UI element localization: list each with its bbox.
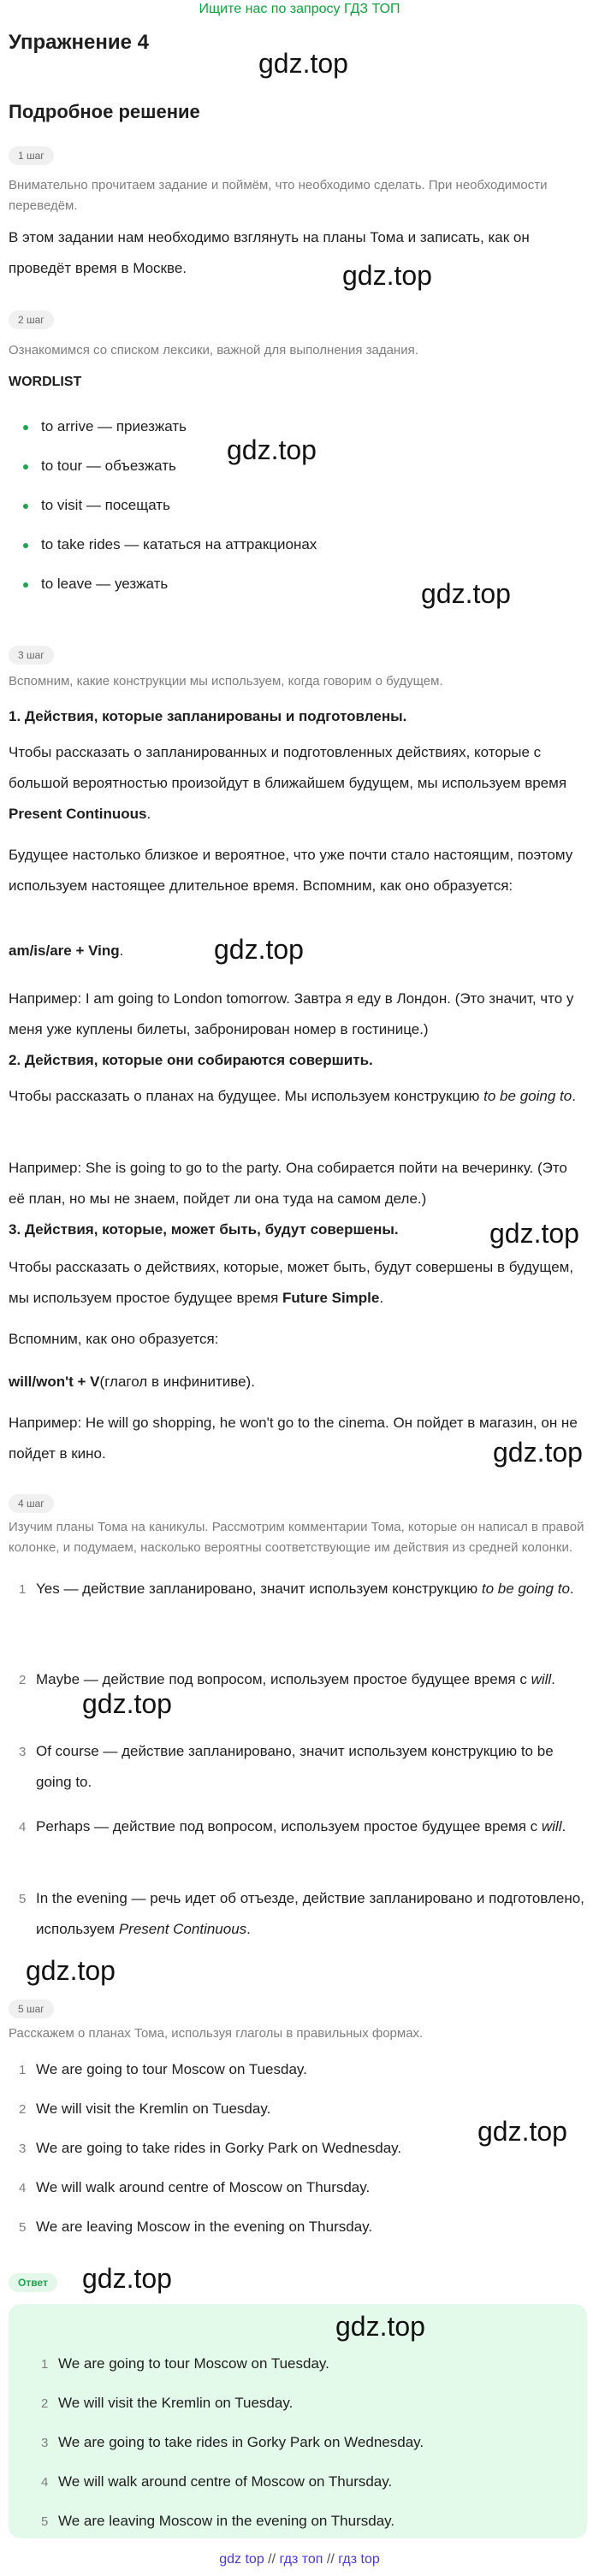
- section-3-formula: will/won't + V(глагол в инфинитиве).: [9, 1374, 255, 1390]
- answer-box: [9, 2304, 587, 2538]
- bullet-icon: [23, 425, 28, 430]
- footer-separator: //: [326, 2552, 335, 2567]
- word-item: to visit — посещать: [41, 497, 170, 513]
- bullet-icon: [23, 504, 28, 509]
- answer-badge: Ответ: [9, 2273, 57, 2292]
- watermark: gdz.top: [477, 2116, 567, 2147]
- list-number: 2: [41, 2396, 49, 2411]
- watermark: gdz.top: [82, 2263, 172, 2294]
- watermark: gdz.top: [335, 2311, 425, 2342]
- section-1-paragraph: Чтобы рассказать о запланированных и подготовленных действиях, которые с большой вероятностью произойдут в ближайшем будущем, мы используем время Present Continuous.: [9, 744, 567, 822]
- list-item: We will visit the Kremlin on Tuesday.: [36, 2100, 271, 2117]
- list-number: 5: [19, 2220, 27, 2235]
- list-item: In the evening — речь идет об отъезде, действие запланировано и подготовлено, используем Present Continuous.: [36, 1890, 584, 1937]
- bullet-icon: [23, 464, 28, 470]
- step-4-badge: 4 шаг: [9, 1494, 54, 1513]
- watermark: gdz.top: [214, 934, 304, 965]
- section-3-title: 3. Действия, которые, может быть, будут совершены.: [9, 1221, 399, 1238]
- wordlist-title: WORDLIST: [9, 375, 82, 389]
- list-number: 2: [19, 1673, 27, 1687]
- section-2-paragraph: Чтобы рассказать о планах на будущее. Мы используем конструкцию to be going to.: [9, 1088, 576, 1104]
- list-item: Of course — действие запланировано, значит используем конструкцию to be going to.: [36, 1743, 554, 1790]
- section-1-title: 1. Действия, которые запланированы и подготовлены.: [9, 708, 407, 724]
- answer-item: We will walk around centre of Moscow on Thursday.: [58, 2473, 393, 2490]
- list-number: 4: [19, 2181, 27, 2195]
- list-item: Yes — действие запланировано, значит используем конструкцию to be going to.: [36, 1580, 574, 1597]
- section-2-title: 2. Действия, которые они собираются совершить.: [9, 1052, 373, 1068]
- list-number: 3: [19, 2142, 27, 2156]
- watermark: gdz.top: [227, 434, 317, 465]
- step-1-badge: 1 шаг: [9, 146, 54, 165]
- watermark: gdz.top: [342, 260, 432, 291]
- watermark: gdz.top: [421, 578, 511, 609]
- list-number: 1: [19, 2063, 27, 2077]
- list-number: 3: [41, 2436, 49, 2450]
- section-3-example: Например: He will go shopping, he won't go to the cinema. Он пойдет в магазин, он не пойдет в кино.: [9, 1415, 578, 1462]
- watermark: gdz.top: [258, 48, 348, 79]
- list-item: Maybe — действие под вопросом, используем простое будущее время с will.: [36, 1671, 555, 1687]
- list-number: 1: [41, 2357, 49, 2372]
- list-item: We will walk around centre of Moscow on Thursday.: [36, 2179, 371, 2195]
- word-item: to tour — объезжать: [41, 458, 176, 474]
- step-2-badge: 2 шаг: [9, 310, 54, 329]
- watermark: gdz.top: [26, 1955, 116, 1986]
- word-item: to arrive — приезжать: [41, 418, 187, 434]
- step-1-note: Внимательно прочитаем задание и поймём, что необходимо сделать. При необходимости переведём.: [9, 178, 548, 213]
- step-3-badge: 3 шаг: [9, 646, 54, 665]
- list-number: 1: [19, 1582, 27, 1597]
- footer-link-1[interactable]: gdz top: [219, 2552, 264, 2567]
- bullet-icon: [23, 543, 28, 548]
- exercise-title: Упражнение 4: [9, 31, 149, 54]
- footer-separator: //: [268, 2552, 276, 2567]
- list-number: 4: [41, 2475, 49, 2490]
- answer-item: We are going to tour Moscow on Tuesday.: [58, 2355, 329, 2372]
- list-item: We are going to take rides in Gorky Park on Wednesday.: [36, 2140, 402, 2156]
- list-item: We are going to tour Moscow on Tuesday.: [36, 2061, 307, 2077]
- list-item: Perhaps — действие под вопросом, используем простое будущее время с will.: [36, 1818, 566, 1835]
- list-number: 3: [19, 1745, 27, 1759]
- section-2-example: Например: She is going to go to the party. Она собирается пойти на вечеринку. (Это её план, но мы не знаем, пойдет ли она туда на самом деле.): [9, 1160, 567, 1207]
- section-1-formula: am/is/are + Ving.: [9, 942, 124, 959]
- step-4-note: Изучим планы Тома на каникулы. Рассмотрим комментарии Тома, которые он написал в правой колонке, и подумаем, насколько вероятны соответствующие им действия из средней колонки.: [9, 1520, 584, 1555]
- word-item: to leave — уезжать: [41, 576, 169, 592]
- step-2-note: Ознакомимся со списком лексики, важной для выполнения задания.: [9, 343, 418, 357]
- answer-item: We are leaving Moscow in the evening on Thursday.: [58, 2513, 395, 2529]
- step-1-text: В этом задании нам необходимо взглянуть на планы Тома и записать, как он проведёт время в Москве.: [9, 229, 530, 276]
- list-number: 4: [19, 1820, 27, 1835]
- watermark: gdz.top: [493, 1437, 583, 1468]
- top-banner[interactable]: Ищите нас по запросу ГДЗ ТОП: [199, 2, 400, 16]
- list-number: 5: [41, 2514, 49, 2529]
- footer-links: [0, 2547, 599, 2573]
- bullet-icon: [23, 582, 28, 588]
- list-number: 5: [19, 1892, 27, 1906]
- step-5-note: Расскажем о планах Тома, используя глаголы в правильных формах.: [9, 2026, 424, 2041]
- footer-link-2[interactable]: гдз топ: [279, 2552, 323, 2567]
- watermark: gdz.top: [82, 1688, 172, 1719]
- list-item: We are leaving Moscow in the evening on Thursday.: [36, 2219, 373, 2235]
- watermark: gdz.top: [489, 1218, 579, 1249]
- step-3-note: Вспомним, какие конструкции мы используем, когда говорим о будущем.: [9, 674, 443, 688]
- section-1-paragraph-2: Будущее настолько близкое и вероятное, что уже почти стало настоящим, поэтому используем настоящее длительное время. Вспомним, как оно образуется:: [9, 847, 573, 894]
- section-3-paragraph: Чтобы рассказать о действиях, которые, может быть, будут совершены в будущем, мы используем простое будущее время Future Simple.: [9, 1259, 574, 1306]
- solution-subtitle: Подробное решение: [9, 101, 200, 122]
- list-number: 2: [19, 2102, 27, 2117]
- answer-item: We are going to take rides in Gorky Park on Wednesday.: [58, 2434, 424, 2450]
- step-5-badge: 5 шаг: [9, 2000, 54, 2018]
- section-1-example: Например: I am going to London tomorrow. Завтра я еду в Лондон. (Это значит, что у меня уже куплены билеты, забронирован номер в гостинице.): [9, 990, 574, 1037]
- answer-item: We will visit the Kremlin on Tuesday.: [58, 2395, 294, 2411]
- section-3-paragraph-2: Вспомним, как оно образуется:: [9, 1331, 219, 1347]
- footer-link-3[interactable]: гдз top: [338, 2552, 380, 2567]
- word-item: to take rides — кататься на аттракционах: [41, 536, 317, 552]
